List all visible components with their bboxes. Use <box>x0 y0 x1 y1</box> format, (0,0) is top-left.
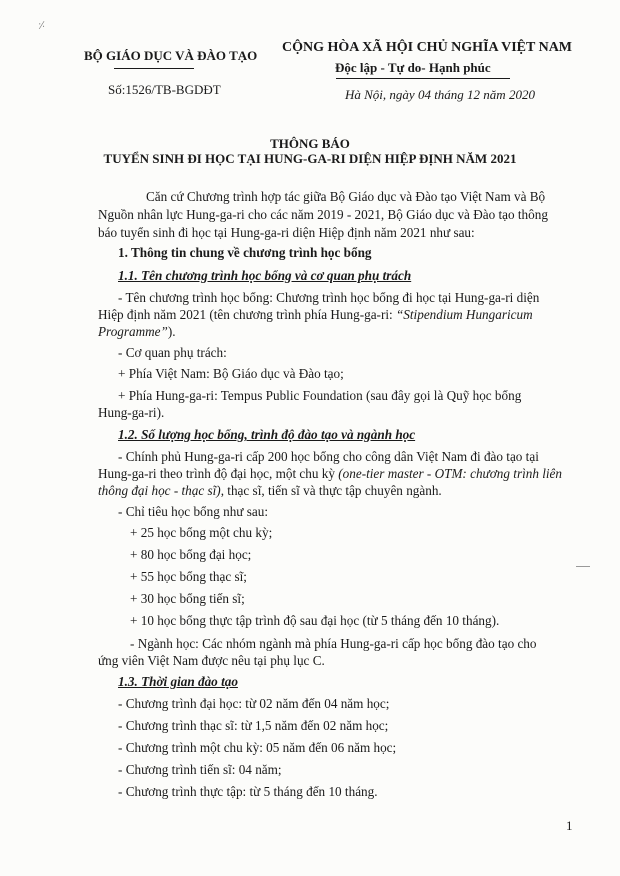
page-number: 1 <box>566 818 573 833</box>
quota-item: + 80 học bổng đại học; <box>130 547 252 562</box>
scholarship-line: thông đại học - thạc sĩ), thạc sĩ, tiến sĩ và thực tập chuyên ngành. <box>98 483 442 498</box>
agency-vietnam: + Phía Việt Nam: Bộ Giáo dục và Đào tạo; <box>118 366 344 381</box>
ministry-name: BỘ GIÁO DỤC VÀ ĐÀO TẠO <box>84 48 258 63</box>
document-number: Số:1526/TB-BGDĐT <box>108 82 221 97</box>
place-date: Hà Nội, ngày 04 tháng 12 năm 2020 <box>345 87 535 102</box>
program-name-line: Hiệp định năm 2021 (tên chương trình phía Hung-ga-ri: “Stipendium Hungaricum <box>98 307 533 322</box>
motto-underline <box>336 78 510 79</box>
quota-item: + 55 học bổng thạc sĩ; <box>130 569 247 584</box>
republic-name: CỘNG HÒA XÃ HỘI CHỦ NGHĨA VIỆT NAM <box>282 40 573 55</box>
intro-line: Căn cứ Chương trình hợp tác giữa Bộ Giáo dục và Đào tạo Việt Nam và Bộ <box>146 189 546 204</box>
duration-item: - Chương trình đại học: từ 02 năm đến 04 năm học; <box>118 696 390 711</box>
duration-item: - Chương trình một chu kỳ: 05 năm đến 06 năm học; <box>118 740 397 755</box>
subsection-heading: 1.3. Thời gian đào tạo <box>118 674 238 689</box>
program-name-line: Programme”). <box>98 324 176 339</box>
quota-item: + 25 học bổng một chu kỳ; <box>130 525 273 540</box>
national-motto: Độc lập - Tự do- Hạnh phúc <box>335 60 491 75</box>
quota-item: + 10 học bổng thực tập trình độ sau đại học (từ 5 tháng đến 10 tháng). <box>130 613 500 628</box>
subsection-heading: 1.2. Số lượng học bổng, trình độ đào tạo và ngành học <box>118 427 416 442</box>
fields-line: ứng viên Việt Nam được nêu tại phụ lục C. <box>98 653 325 668</box>
intro-line: báo tuyển sinh đi học tại Hung-ga-ri diện Hiệp định năm 2021 như sau: <box>98 225 475 240</box>
notice-subject: TUYỂN SINH ĐI HỌC TẠI HUNG-GA-RI DIỆN HIỆP ĐỊNH NĂM 2021 <box>103 151 517 166</box>
subsection-heading: 1.1. Tên chương trình học bổng và cơ quan phụ trách <box>118 268 412 283</box>
duration-item: - Chương trình tiến sĩ: 04 năm; <box>118 762 282 777</box>
duration-item: - Chương trình thạc sĩ: từ 1,5 năm đến 02 năm học; <box>118 718 389 733</box>
quota-label: - Chỉ tiêu học bổng như sau: <box>118 504 268 519</box>
ministry-underline <box>114 68 194 69</box>
program-name-line: - Tên chương trình học bổng: Chương trình học bổng đi học tại Hung-ga-ri diện <box>118 290 540 305</box>
duration-item: - Chương trình thực tập: từ 5 tháng đến 10 tháng. <box>118 784 378 799</box>
agency-label: - Cơ quan phụ trách: <box>118 345 227 360</box>
fields-line: - Ngành học: Các nhóm ngành mà phía Hung-ga-ri cấp học bổng đào tạo cho <box>130 636 537 651</box>
section-heading: 1. Thông tin chung về chương trình học bổng <box>118 245 372 260</box>
scan-mark: ⸓ <box>38 20 46 32</box>
intro-line: Nguồn nhân lực Hung-ga-ri cho các năm 2019 - 2021, Bộ Giáo dục và Đào tạo thông <box>98 207 548 222</box>
agency-hungary-line: Hung-ga-ri). <box>98 405 165 420</box>
margin-mark <box>576 566 590 567</box>
agency-hungary-line: + Phía Hung-ga-ri: Tempus Public Foundation (sau đây gọi là Quỹ học bổng <box>118 388 522 403</box>
notice-title: THÔNG BÁO <box>270 136 350 151</box>
scholarship-line: Hung-ga-ri theo trình độ đại học, một chu kỳ (one-tier master - OTM: chương trình liên <box>98 466 562 481</box>
quota-item: + 30 học bổng tiến sĩ; <box>130 591 245 606</box>
scholarship-line: - Chính phủ Hung-ga-ri cấp 200 học bổng cho công dân Việt Nam đi đào tạo tại <box>118 449 539 464</box>
